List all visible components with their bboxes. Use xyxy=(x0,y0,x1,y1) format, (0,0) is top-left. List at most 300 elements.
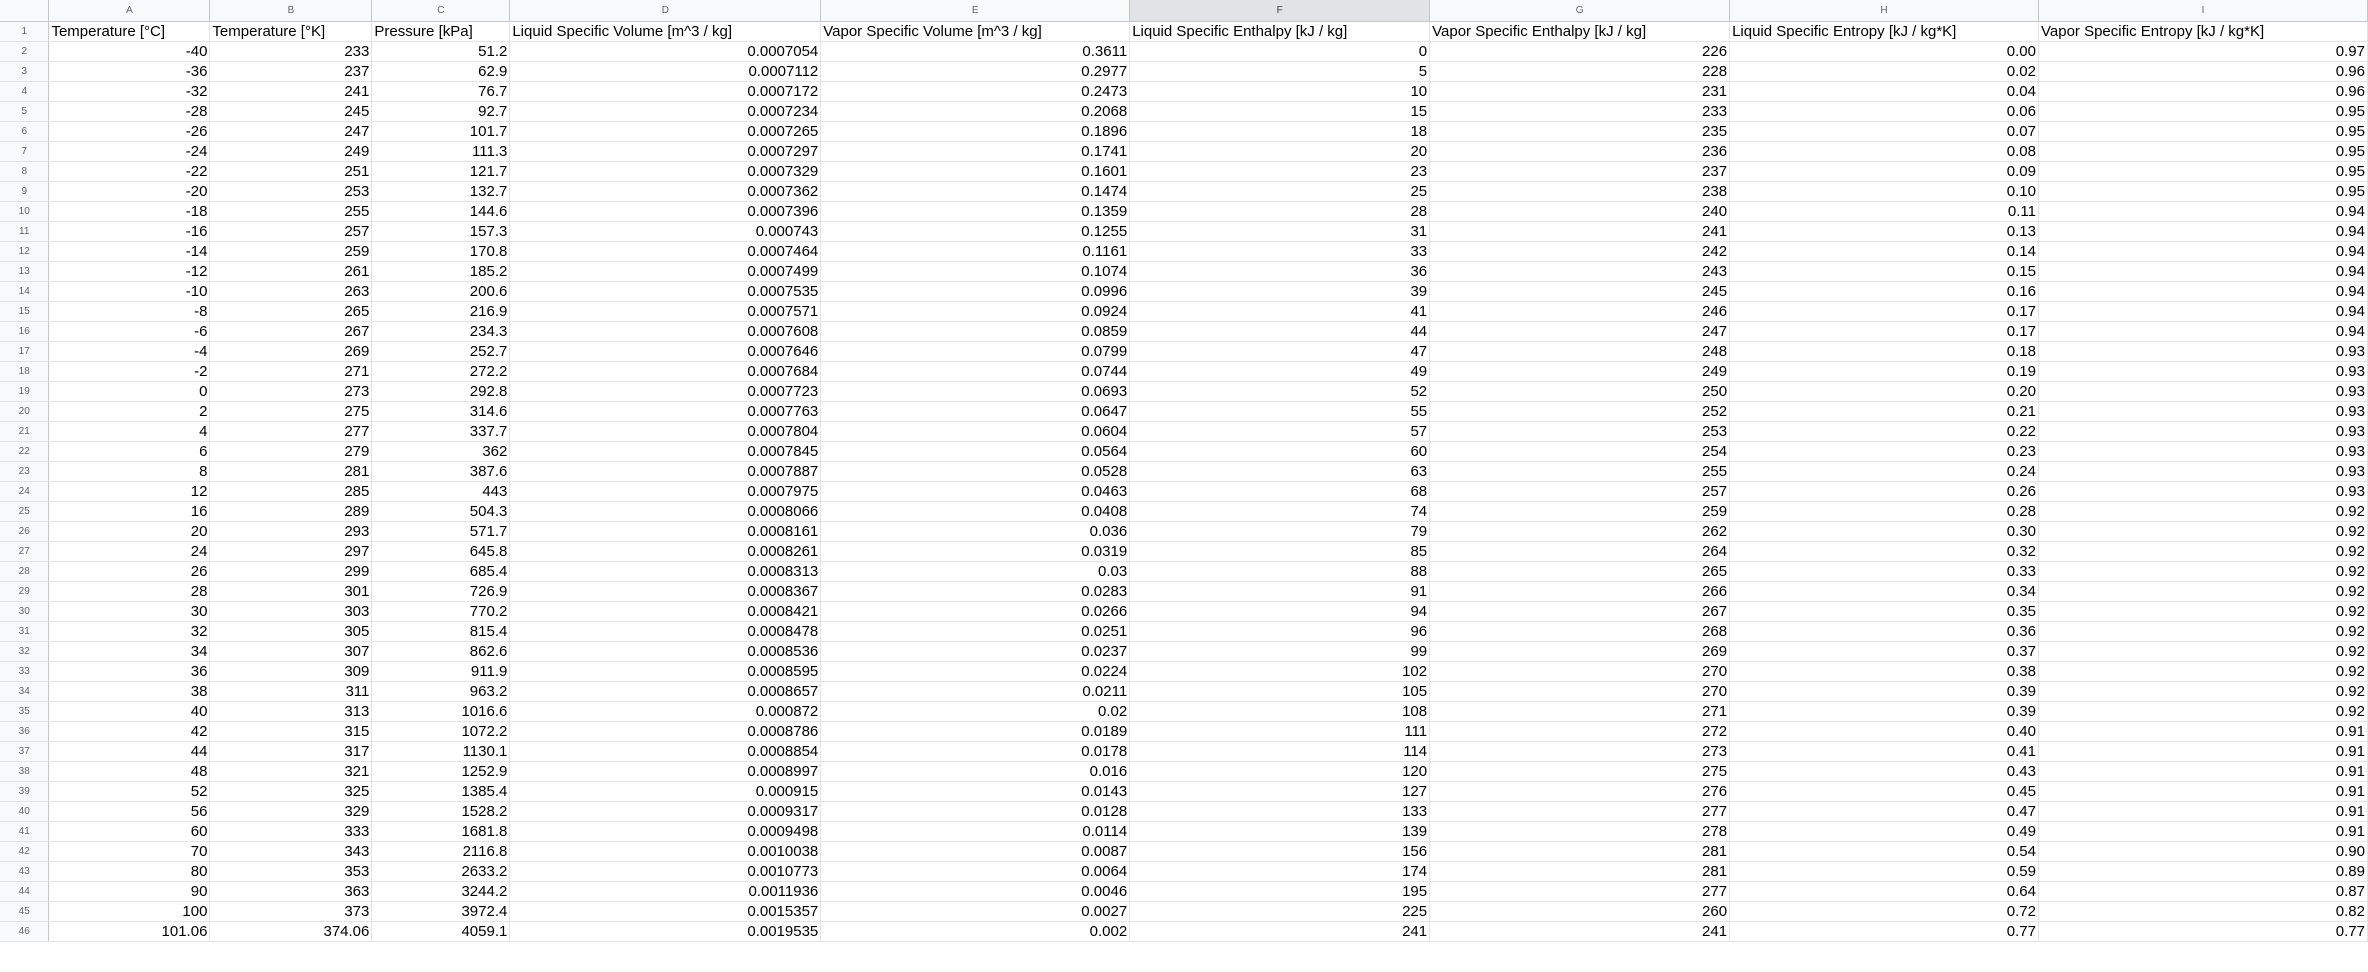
cell-i27[interactable]: 0.92 xyxy=(2039,541,2368,561)
cell-f41[interactable]: 139 xyxy=(1130,821,1430,841)
cell-e11[interactable]: 0.1255 xyxy=(821,221,1130,241)
cell-h18[interactable]: 0.19 xyxy=(1730,361,2039,381)
cell-d38[interactable]: 0.0008997 xyxy=(510,761,821,781)
cell-g5[interactable]: 233 xyxy=(1430,101,1730,121)
cell-c28[interactable]: 685.4 xyxy=(372,561,510,581)
cell-d37[interactable]: 0.0008854 xyxy=(510,741,821,761)
row-number[interactable]: 1 xyxy=(0,21,49,41)
cell-c31[interactable]: 815.4 xyxy=(372,621,510,641)
cell-a29[interactable]: 28 xyxy=(49,581,210,601)
cell-i4[interactable]: 0.96 xyxy=(2039,81,2368,101)
row-number[interactable]: 27 xyxy=(0,541,49,561)
cell-a1[interactable]: Temperature [°C] xyxy=(49,21,210,41)
cell-i36[interactable]: 0.91 xyxy=(2039,721,2368,741)
cell-d17[interactable]: 0.0007646 xyxy=(510,341,821,361)
cell-g18[interactable]: 249 xyxy=(1430,361,1730,381)
cell-e24[interactable]: 0.0463 xyxy=(821,481,1130,501)
cell-a12[interactable]: -14 xyxy=(49,241,210,261)
cell-f44[interactable]: 195 xyxy=(1130,881,1430,901)
row-number[interactable]: 8 xyxy=(0,161,49,181)
cell-g11[interactable]: 241 xyxy=(1430,221,1730,241)
cell-f3[interactable]: 5 xyxy=(1130,61,1430,81)
cell-h7[interactable]: 0.08 xyxy=(1730,141,2039,161)
cell-c41[interactable]: 1681.8 xyxy=(372,821,510,841)
cell-g14[interactable]: 245 xyxy=(1430,281,1730,301)
cell-b23[interactable]: 281 xyxy=(210,461,372,481)
cell-h15[interactable]: 0.17 xyxy=(1730,301,2039,321)
cell-b26[interactable]: 293 xyxy=(210,521,372,541)
cell-d19[interactable]: 0.0007723 xyxy=(510,381,821,401)
cell-c19[interactable]: 292.8 xyxy=(372,381,510,401)
row-number[interactable]: 38 xyxy=(0,761,49,781)
cell-e6[interactable]: 0.1896 xyxy=(821,121,1130,141)
cell-h32[interactable]: 0.37 xyxy=(1730,641,2039,661)
cell-a2[interactable]: -40 xyxy=(49,41,210,61)
cell-e22[interactable]: 0.0564 xyxy=(821,441,1130,461)
cell-d23[interactable]: 0.0007887 xyxy=(510,461,821,481)
cell-e46[interactable]: 0.002 xyxy=(821,921,1130,941)
cell-f30[interactable]: 94 xyxy=(1130,601,1430,621)
cell-g25[interactable]: 259 xyxy=(1430,501,1730,521)
cell-a8[interactable]: -22 xyxy=(49,161,210,181)
cell-c30[interactable]: 770.2 xyxy=(372,601,510,621)
cell-f40[interactable]: 133 xyxy=(1130,801,1430,821)
cell-c24[interactable]: 443 xyxy=(372,481,510,501)
row-number[interactable]: 25 xyxy=(0,501,49,521)
cell-i34[interactable]: 0.92 xyxy=(2039,681,2368,701)
cell-i38[interactable]: 0.91 xyxy=(2039,761,2368,781)
cell-h21[interactable]: 0.22 xyxy=(1730,421,2039,441)
cell-c35[interactable]: 1016.6 xyxy=(372,701,510,721)
cell-a36[interactable]: 42 xyxy=(49,721,210,741)
cell-i10[interactable]: 0.94 xyxy=(2039,201,2368,221)
cell-i25[interactable]: 0.92 xyxy=(2039,501,2368,521)
cell-h22[interactable]: 0.23 xyxy=(1730,441,2039,461)
cell-a39[interactable]: 52 xyxy=(49,781,210,801)
cell-e36[interactable]: 0.0189 xyxy=(821,721,1130,741)
cell-f18[interactable]: 49 xyxy=(1130,361,1430,381)
cell-d12[interactable]: 0.0007464 xyxy=(510,241,821,261)
cell-g35[interactable]: 271 xyxy=(1430,701,1730,721)
cell-g20[interactable]: 252 xyxy=(1430,401,1730,421)
cell-g16[interactable]: 247 xyxy=(1430,321,1730,341)
cell-e38[interactable]: 0.016 xyxy=(821,761,1130,781)
cell-f2[interactable]: 0 xyxy=(1130,41,1430,61)
cell-e4[interactable]: 0.2473 xyxy=(821,81,1130,101)
cell-d32[interactable]: 0.0008536 xyxy=(510,641,821,661)
cell-b29[interactable]: 301 xyxy=(210,581,372,601)
cell-a17[interactable]: -4 xyxy=(49,341,210,361)
cell-i3[interactable]: 0.96 xyxy=(2039,61,2368,81)
cell-d29[interactable]: 0.0008367 xyxy=(510,581,821,601)
cell-f37[interactable]: 114 xyxy=(1130,741,1430,761)
row-number[interactable]: 37 xyxy=(0,741,49,761)
cell-f27[interactable]: 85 xyxy=(1130,541,1430,561)
cell-e31[interactable]: 0.0251 xyxy=(821,621,1130,641)
cell-f17[interactable]: 47 xyxy=(1130,341,1430,361)
cell-d9[interactable]: 0.0007362 xyxy=(510,181,821,201)
row-number[interactable]: 23 xyxy=(0,461,49,481)
cell-h20[interactable]: 0.21 xyxy=(1730,401,2039,421)
cell-c37[interactable]: 1130.1 xyxy=(372,741,510,761)
cell-g15[interactable]: 246 xyxy=(1430,301,1730,321)
cell-h33[interactable]: 0.38 xyxy=(1730,661,2039,681)
cell-e18[interactable]: 0.0744 xyxy=(821,361,1130,381)
cell-d42[interactable]: 0.0010038 xyxy=(510,841,821,861)
cell-b22[interactable]: 279 xyxy=(210,441,372,461)
cell-g43[interactable]: 281 xyxy=(1430,861,1730,881)
cell-i24[interactable]: 0.93 xyxy=(2039,481,2368,501)
cell-e10[interactable]: 0.1359 xyxy=(821,201,1130,221)
column-header-i[interactable]: I xyxy=(2039,0,2368,21)
cell-a28[interactable]: 26 xyxy=(49,561,210,581)
cell-a46[interactable]: 101.06 xyxy=(49,921,210,941)
cell-i31[interactable]: 0.92 xyxy=(2039,621,2368,641)
row-number[interactable]: 33 xyxy=(0,661,49,681)
cell-b19[interactable]: 273 xyxy=(210,381,372,401)
cell-a22[interactable]: 6 xyxy=(49,441,210,461)
cell-i45[interactable]: 0.82 xyxy=(2039,901,2368,921)
cell-h29[interactable]: 0.34 xyxy=(1730,581,2039,601)
cell-b16[interactable]: 267 xyxy=(210,321,372,341)
cell-h23[interactable]: 0.24 xyxy=(1730,461,2039,481)
cell-f1[interactable]: Liquid Specific Enthalpy [kJ / kg] xyxy=(1130,21,1430,41)
cell-e23[interactable]: 0.0528 xyxy=(821,461,1130,481)
cell-c32[interactable]: 862.6 xyxy=(372,641,510,661)
cell-g24[interactable]: 257 xyxy=(1430,481,1730,501)
cell-g3[interactable]: 228 xyxy=(1430,61,1730,81)
cell-b21[interactable]: 277 xyxy=(210,421,372,441)
cell-f34[interactable]: 105 xyxy=(1130,681,1430,701)
cell-b13[interactable]: 261 xyxy=(210,261,372,281)
cell-b17[interactable]: 269 xyxy=(210,341,372,361)
cell-d24[interactable]: 0.0007975 xyxy=(510,481,821,501)
cell-b31[interactable]: 305 xyxy=(210,621,372,641)
cell-d41[interactable]: 0.0009498 xyxy=(510,821,821,841)
cell-d25[interactable]: 0.0008066 xyxy=(510,501,821,521)
cell-a30[interactable]: 30 xyxy=(49,601,210,621)
cell-h45[interactable]: 0.72 xyxy=(1730,901,2039,921)
cell-e28[interactable]: 0.03 xyxy=(821,561,1130,581)
cell-i29[interactable]: 0.92 xyxy=(2039,581,2368,601)
cell-i6[interactable]: 0.95 xyxy=(2039,121,2368,141)
cell-b8[interactable]: 251 xyxy=(210,161,372,181)
cell-c29[interactable]: 726.9 xyxy=(372,581,510,601)
cell-i14[interactable]: 0.94 xyxy=(2039,281,2368,301)
cell-g32[interactable]: 269 xyxy=(1430,641,1730,661)
cell-h46[interactable]: 0.77 xyxy=(1730,921,2039,941)
cell-i16[interactable]: 0.94 xyxy=(2039,321,2368,341)
cell-g28[interactable]: 265 xyxy=(1430,561,1730,581)
row-number[interactable]: 36 xyxy=(0,721,49,741)
cell-f9[interactable]: 25 xyxy=(1130,181,1430,201)
cell-f25[interactable]: 74 xyxy=(1130,501,1430,521)
cell-f4[interactable]: 10 xyxy=(1130,81,1430,101)
cell-c1[interactable]: Pressure [kPa] xyxy=(372,21,510,41)
cell-f29[interactable]: 91 xyxy=(1130,581,1430,601)
cell-b25[interactable]: 289 xyxy=(210,501,372,521)
cell-c33[interactable]: 911.9 xyxy=(372,661,510,681)
cell-e7[interactable]: 0.1741 xyxy=(821,141,1130,161)
cell-a41[interactable]: 60 xyxy=(49,821,210,841)
row-number[interactable]: 32 xyxy=(0,641,49,661)
cell-e39[interactable]: 0.0143 xyxy=(821,781,1130,801)
cell-a38[interactable]: 48 xyxy=(49,761,210,781)
row-number[interactable]: 4 xyxy=(0,81,49,101)
row-number[interactable]: 21 xyxy=(0,421,49,441)
cell-e35[interactable]: 0.02 xyxy=(821,701,1130,721)
cell-i5[interactable]: 0.95 xyxy=(2039,101,2368,121)
cell-f24[interactable]: 68 xyxy=(1130,481,1430,501)
cell-b7[interactable]: 249 xyxy=(210,141,372,161)
cell-c36[interactable]: 1072.2 xyxy=(372,721,510,741)
row-number[interactable]: 24 xyxy=(0,481,49,501)
cell-h41[interactable]: 0.49 xyxy=(1730,821,2039,841)
cell-a20[interactable]: 2 xyxy=(49,401,210,421)
cell-i8[interactable]: 0.95 xyxy=(2039,161,2368,181)
cell-c5[interactable]: 92.7 xyxy=(372,101,510,121)
cell-f15[interactable]: 41 xyxy=(1130,301,1430,321)
cell-d45[interactable]: 0.0015357 xyxy=(510,901,821,921)
cell-a4[interactable]: -32 xyxy=(49,81,210,101)
cell-a13[interactable]: -12 xyxy=(49,261,210,281)
cell-b46[interactable]: 374.06 xyxy=(210,921,372,941)
cell-e33[interactable]: 0.0224 xyxy=(821,661,1130,681)
cell-c8[interactable]: 121.7 xyxy=(372,161,510,181)
cell-a23[interactable]: 8 xyxy=(49,461,210,481)
column-header-e[interactable]: E xyxy=(821,0,1130,21)
cell-c4[interactable]: 76.7 xyxy=(372,81,510,101)
cell-b12[interactable]: 259 xyxy=(210,241,372,261)
cell-a44[interactable]: 90 xyxy=(49,881,210,901)
cell-c46[interactable]: 4059.1 xyxy=(372,921,510,941)
cell-h42[interactable]: 0.54 xyxy=(1730,841,2039,861)
cell-c3[interactable]: 62.9 xyxy=(372,61,510,81)
cell-h12[interactable]: 0.14 xyxy=(1730,241,2039,261)
cell-f6[interactable]: 18 xyxy=(1130,121,1430,141)
cell-e1[interactable]: Vapor Specific Volume [m^3 / kg] xyxy=(821,21,1130,41)
cell-h27[interactable]: 0.32 xyxy=(1730,541,2039,561)
cell-g23[interactable]: 255 xyxy=(1430,461,1730,481)
cell-f42[interactable]: 156 xyxy=(1130,841,1430,861)
cell-g2[interactable]: 226 xyxy=(1430,41,1730,61)
row-number[interactable]: 11 xyxy=(0,221,49,241)
cell-f7[interactable]: 20 xyxy=(1130,141,1430,161)
cell-a6[interactable]: -26 xyxy=(49,121,210,141)
cell-d21[interactable]: 0.0007804 xyxy=(510,421,821,441)
cell-c38[interactable]: 1252.9 xyxy=(372,761,510,781)
cell-i23[interactable]: 0.93 xyxy=(2039,461,2368,481)
cell-b33[interactable]: 309 xyxy=(210,661,372,681)
cell-f21[interactable]: 57 xyxy=(1130,421,1430,441)
column-header-f[interactable]: F xyxy=(1130,0,1430,21)
row-number[interactable]: 42 xyxy=(0,841,49,861)
cell-i41[interactable]: 0.91 xyxy=(2039,821,2368,841)
cell-c20[interactable]: 314.6 xyxy=(372,401,510,421)
row-number[interactable]: 3 xyxy=(0,61,49,81)
cell-b28[interactable]: 299 xyxy=(210,561,372,581)
cell-g19[interactable]: 250 xyxy=(1430,381,1730,401)
cell-f12[interactable]: 33 xyxy=(1130,241,1430,261)
cell-a40[interactable]: 56 xyxy=(49,801,210,821)
column-header-b[interactable]: B xyxy=(210,0,372,21)
cell-g7[interactable]: 236 xyxy=(1430,141,1730,161)
cell-d6[interactable]: 0.0007265 xyxy=(510,121,821,141)
cell-h38[interactable]: 0.43 xyxy=(1730,761,2039,781)
cell-g17[interactable]: 248 xyxy=(1430,341,1730,361)
cell-b5[interactable]: 245 xyxy=(210,101,372,121)
cell-d39[interactable]: 0.000915 xyxy=(510,781,821,801)
cell-b43[interactable]: 353 xyxy=(210,861,372,881)
row-number[interactable]: 22 xyxy=(0,441,49,461)
row-number[interactable]: 16 xyxy=(0,321,49,341)
cell-g39[interactable]: 276 xyxy=(1430,781,1730,801)
cell-d28[interactable]: 0.0008313 xyxy=(510,561,821,581)
cell-f35[interactable]: 108 xyxy=(1130,701,1430,721)
cell-f43[interactable]: 174 xyxy=(1130,861,1430,881)
cell-c7[interactable]: 111.3 xyxy=(372,141,510,161)
cell-i1[interactable]: Vapor Specific Entropy [kJ / kg*K] xyxy=(2039,21,2368,41)
cell-h30[interactable]: 0.35 xyxy=(1730,601,2039,621)
cell-e2[interactable]: 0.3611 xyxy=(821,41,1130,61)
cell-b45[interactable]: 373 xyxy=(210,901,372,921)
cell-f11[interactable]: 31 xyxy=(1130,221,1430,241)
cell-e42[interactable]: 0.0087 xyxy=(821,841,1130,861)
cell-a15[interactable]: -8 xyxy=(49,301,210,321)
row-number[interactable]: 34 xyxy=(0,681,49,701)
cell-b36[interactable]: 315 xyxy=(210,721,372,741)
cell-e16[interactable]: 0.0859 xyxy=(821,321,1130,341)
cell-i21[interactable]: 0.93 xyxy=(2039,421,2368,441)
cell-e12[interactable]: 0.1161 xyxy=(821,241,1130,261)
cell-g30[interactable]: 267 xyxy=(1430,601,1730,621)
cell-d33[interactable]: 0.0008595 xyxy=(510,661,821,681)
cell-e26[interactable]: 0.036 xyxy=(821,521,1130,541)
cell-e13[interactable]: 0.1074 xyxy=(821,261,1130,281)
row-number[interactable]: 46 xyxy=(0,921,49,941)
cell-e27[interactable]: 0.0319 xyxy=(821,541,1130,561)
cell-b41[interactable]: 333 xyxy=(210,821,372,841)
row-number[interactable]: 14 xyxy=(0,281,49,301)
cell-d8[interactable]: 0.0007329 xyxy=(510,161,821,181)
cell-g46[interactable]: 241 xyxy=(1430,921,1730,941)
cell-i39[interactable]: 0.91 xyxy=(2039,781,2368,801)
cell-i30[interactable]: 0.92 xyxy=(2039,601,2368,621)
cell-i13[interactable]: 0.94 xyxy=(2039,261,2368,281)
row-number[interactable]: 15 xyxy=(0,301,49,321)
cell-a34[interactable]: 38 xyxy=(49,681,210,701)
row-number[interactable]: 45 xyxy=(0,901,49,921)
cell-e19[interactable]: 0.0693 xyxy=(821,381,1130,401)
row-number[interactable]: 2 xyxy=(0,41,49,61)
cell-i7[interactable]: 0.95 xyxy=(2039,141,2368,161)
row-number[interactable]: 29 xyxy=(0,581,49,601)
cell-c34[interactable]: 963.2 xyxy=(372,681,510,701)
cell-c26[interactable]: 571.7 xyxy=(372,521,510,541)
cell-b24[interactable]: 285 xyxy=(210,481,372,501)
cell-i12[interactable]: 0.94 xyxy=(2039,241,2368,261)
cell-e32[interactable]: 0.0237 xyxy=(821,641,1130,661)
cell-f22[interactable]: 60 xyxy=(1130,441,1430,461)
cell-h43[interactable]: 0.59 xyxy=(1730,861,2039,881)
cell-g26[interactable]: 262 xyxy=(1430,521,1730,541)
cell-g27[interactable]: 264 xyxy=(1430,541,1730,561)
cell-a10[interactable]: -18 xyxy=(49,201,210,221)
row-number[interactable]: 43 xyxy=(0,861,49,881)
cell-h8[interactable]: 0.09 xyxy=(1730,161,2039,181)
cell-a3[interactable]: -36 xyxy=(49,61,210,81)
cell-d13[interactable]: 0.0007499 xyxy=(510,261,821,281)
cell-f39[interactable]: 127 xyxy=(1130,781,1430,801)
cell-i42[interactable]: 0.90 xyxy=(2039,841,2368,861)
cell-a14[interactable]: -10 xyxy=(49,281,210,301)
cell-e29[interactable]: 0.0283 xyxy=(821,581,1130,601)
cell-h6[interactable]: 0.07 xyxy=(1730,121,2039,141)
cell-b11[interactable]: 257 xyxy=(210,221,372,241)
cell-c12[interactable]: 170.8 xyxy=(372,241,510,261)
cell-h14[interactable]: 0.16 xyxy=(1730,281,2039,301)
cell-b1[interactable]: Temperature [°K] xyxy=(210,21,372,41)
cell-f20[interactable]: 55 xyxy=(1130,401,1430,421)
cell-d3[interactable]: 0.0007112 xyxy=(510,61,821,81)
cell-b14[interactable]: 263 xyxy=(210,281,372,301)
cell-i26[interactable]: 0.92 xyxy=(2039,521,2368,541)
cell-h26[interactable]: 0.30 xyxy=(1730,521,2039,541)
cell-f16[interactable]: 44 xyxy=(1130,321,1430,341)
cell-h40[interactable]: 0.47 xyxy=(1730,801,2039,821)
cell-d26[interactable]: 0.0008161 xyxy=(510,521,821,541)
cell-b4[interactable]: 241 xyxy=(210,81,372,101)
cell-e14[interactable]: 0.0996 xyxy=(821,281,1130,301)
cell-h11[interactable]: 0.13 xyxy=(1730,221,2039,241)
cell-h35[interactable]: 0.39 xyxy=(1730,701,2039,721)
cell-d31[interactable]: 0.0008478 xyxy=(510,621,821,641)
cell-c11[interactable]: 157.3 xyxy=(372,221,510,241)
cell-f28[interactable]: 88 xyxy=(1130,561,1430,581)
row-number[interactable]: 28 xyxy=(0,561,49,581)
cell-b32[interactable]: 307 xyxy=(210,641,372,661)
cell-b20[interactable]: 275 xyxy=(210,401,372,421)
cell-g33[interactable]: 270 xyxy=(1430,661,1730,681)
cell-h24[interactable]: 0.26 xyxy=(1730,481,2039,501)
cell-i43[interactable]: 0.89 xyxy=(2039,861,2368,881)
cell-i22[interactable]: 0.93 xyxy=(2039,441,2368,461)
cell-a25[interactable]: 16 xyxy=(49,501,210,521)
cell-i18[interactable]: 0.93 xyxy=(2039,361,2368,381)
cell-e44[interactable]: 0.0046 xyxy=(821,881,1130,901)
cell-e5[interactable]: 0.2068 xyxy=(821,101,1130,121)
cell-b18[interactable]: 271 xyxy=(210,361,372,381)
cell-b2[interactable]: 233 xyxy=(210,41,372,61)
cell-c6[interactable]: 101.7 xyxy=(372,121,510,141)
cell-i35[interactable]: 0.92 xyxy=(2039,701,2368,721)
cell-h44[interactable]: 0.64 xyxy=(1730,881,2039,901)
row-number[interactable]: 6 xyxy=(0,121,49,141)
cell-b34[interactable]: 311 xyxy=(210,681,372,701)
cell-d22[interactable]: 0.0007845 xyxy=(510,441,821,461)
cell-a35[interactable]: 40 xyxy=(49,701,210,721)
cell-c2[interactable]: 51.2 xyxy=(372,41,510,61)
cell-b38[interactable]: 321 xyxy=(210,761,372,781)
cell-d15[interactable]: 0.0007571 xyxy=(510,301,821,321)
cell-g9[interactable]: 238 xyxy=(1430,181,1730,201)
cell-c43[interactable]: 2633.2 xyxy=(372,861,510,881)
row-number[interactable]: 30 xyxy=(0,601,49,621)
cell-i33[interactable]: 0.92 xyxy=(2039,661,2368,681)
cell-d14[interactable]: 0.0007535 xyxy=(510,281,821,301)
cell-a26[interactable]: 20 xyxy=(49,521,210,541)
cell-i17[interactable]: 0.93 xyxy=(2039,341,2368,361)
